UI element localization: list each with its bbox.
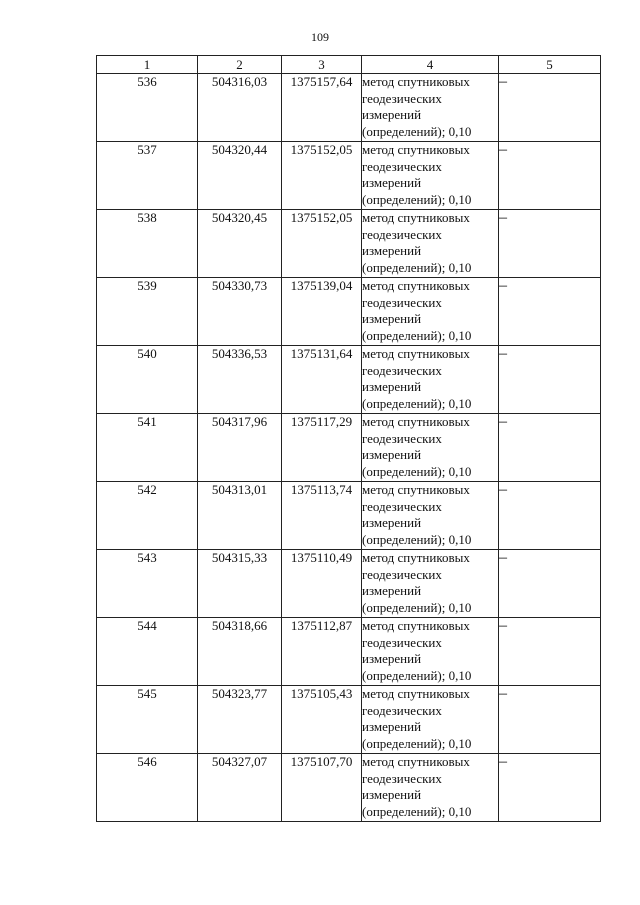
column-5-cell: – bbox=[499, 278, 601, 346]
method-line: геодезических bbox=[362, 634, 442, 650]
method-line: геодезических bbox=[362, 226, 442, 242]
point-number-cell: 541 bbox=[97, 414, 198, 482]
method-line: измерений bbox=[362, 787, 422, 802]
method-line: метод спутниковых bbox=[362, 482, 470, 497]
method-accuracy-cell bbox=[362, 686, 499, 754]
method-line: измерений bbox=[362, 651, 422, 666]
method-accuracy-cell bbox=[362, 414, 499, 482]
point-number-cell: 544 bbox=[97, 618, 198, 686]
point-number-cell: 543 bbox=[97, 550, 198, 618]
method-line: (определений); 0,10 bbox=[362, 191, 472, 207]
method-line: измерений bbox=[362, 175, 422, 190]
table-row bbox=[97, 550, 601, 618]
y-coordinate-cell: 1375110,49 bbox=[282, 550, 362, 618]
y-coordinate-cell: 1375157,64 bbox=[282, 74, 362, 142]
table-row bbox=[97, 414, 601, 482]
table-row bbox=[97, 74, 601, 142]
method-line: метод спутниковых bbox=[362, 74, 470, 89]
header-cell-3: 3 bbox=[282, 56, 362, 74]
method-line: измерений bbox=[362, 311, 422, 326]
column-5-cell: – bbox=[499, 686, 601, 754]
x-coordinate-cell: 504327,07 bbox=[198, 754, 282, 822]
method-accuracy-cell bbox=[362, 278, 499, 346]
y-coordinate-cell: 1375107,70 bbox=[282, 754, 362, 822]
method-line: (определений); 0,10 bbox=[362, 259, 472, 275]
x-coordinate-cell: 504323,77 bbox=[198, 686, 282, 754]
method-accuracy-cell bbox=[362, 142, 499, 210]
method-line: (определений); 0,10 bbox=[362, 327, 472, 343]
point-number-cell: 539 bbox=[97, 278, 198, 346]
method-accuracy-cell bbox=[362, 754, 499, 822]
column-5-cell: – bbox=[499, 754, 601, 822]
table-row bbox=[97, 346, 601, 414]
point-number-cell: 536 bbox=[97, 74, 198, 142]
y-coordinate-cell: 1375131,64 bbox=[282, 346, 362, 414]
method-line: геодезических bbox=[362, 770, 442, 786]
method-line: (определений); 0,10 bbox=[362, 735, 472, 751]
point-number-cell: 546 bbox=[97, 754, 198, 822]
method-line: измерений bbox=[362, 447, 422, 462]
header-cell-4: 4 bbox=[362, 56, 499, 74]
method-line: измерений bbox=[362, 243, 422, 258]
method-line: метод спутниковых bbox=[362, 346, 470, 361]
method-line: (определений); 0,10 bbox=[362, 803, 472, 819]
table-row bbox=[97, 686, 601, 754]
x-coordinate-cell: 504330,73 bbox=[198, 278, 282, 346]
table-row bbox=[97, 142, 601, 210]
method-line: измерений bbox=[362, 583, 422, 598]
coordinates-table bbox=[96, 55, 601, 822]
x-coordinate-cell: 504320,44 bbox=[198, 142, 282, 210]
method-line: (определений); 0,10 bbox=[362, 123, 472, 139]
method-line: измерений bbox=[362, 379, 422, 394]
y-coordinate-cell: 1375139,04 bbox=[282, 278, 362, 346]
column-5-cell: – bbox=[499, 618, 601, 686]
column-5-cell: – bbox=[499, 142, 601, 210]
column-5-cell: – bbox=[499, 414, 601, 482]
x-coordinate-cell: 504315,33 bbox=[198, 550, 282, 618]
column-5-cell: – bbox=[499, 74, 601, 142]
method-line: геодезических bbox=[362, 702, 442, 718]
table-header bbox=[97, 56, 601, 74]
y-coordinate-cell: 1375152,05 bbox=[282, 210, 362, 278]
x-coordinate-cell: 504318,66 bbox=[198, 618, 282, 686]
table-body bbox=[97, 74, 601, 822]
method-line: измерений bbox=[362, 107, 422, 122]
method-line: (определений); 0,10 bbox=[362, 599, 472, 615]
table-row bbox=[97, 618, 601, 686]
point-number-cell: 540 bbox=[97, 346, 198, 414]
method-accuracy-cell bbox=[362, 74, 499, 142]
point-number-cell: 537 bbox=[97, 142, 198, 210]
header-cell-5: 5 bbox=[499, 56, 601, 74]
header-row bbox=[97, 56, 601, 74]
method-line: геодезических bbox=[362, 430, 442, 446]
method-line: метод спутниковых bbox=[362, 278, 470, 293]
table-row bbox=[97, 278, 601, 346]
method-line: (определений); 0,10 bbox=[362, 463, 472, 479]
method-line: (определений); 0,10 bbox=[362, 395, 472, 411]
method-line: геодезических bbox=[362, 294, 442, 310]
column-5-cell: – bbox=[499, 482, 601, 550]
method-line: измерений bbox=[362, 719, 422, 734]
method-line: измерений bbox=[362, 515, 422, 530]
x-coordinate-cell: 504317,96 bbox=[198, 414, 282, 482]
method-line: геодезических bbox=[362, 362, 442, 378]
method-line: метод спутниковых bbox=[362, 550, 470, 565]
method-line: метод спутниковых bbox=[362, 754, 470, 769]
method-line: геодезических bbox=[362, 566, 442, 582]
method-accuracy-cell bbox=[362, 210, 499, 278]
column-5-cell: – bbox=[499, 210, 601, 278]
point-number-cell: 542 bbox=[97, 482, 198, 550]
method-line: геодезических bbox=[362, 158, 442, 174]
x-coordinate-cell: 504313,01 bbox=[198, 482, 282, 550]
column-5-cell: – bbox=[499, 550, 601, 618]
method-line: (определений); 0,10 bbox=[362, 667, 472, 683]
x-coordinate-cell: 504336,53 bbox=[198, 346, 282, 414]
method-accuracy-cell bbox=[362, 550, 499, 618]
y-coordinate-cell: 1375112,87 bbox=[282, 618, 362, 686]
y-coordinate-cell: 1375152,05 bbox=[282, 142, 362, 210]
table-row bbox=[97, 210, 601, 278]
method-accuracy-cell bbox=[362, 346, 499, 414]
y-coordinate-cell: 1375113,74 bbox=[282, 482, 362, 550]
method-line: метод спутниковых bbox=[362, 414, 470, 429]
x-coordinate-cell: 504320,45 bbox=[198, 210, 282, 278]
y-coordinate-cell: 1375117,29 bbox=[282, 414, 362, 482]
method-accuracy-cell bbox=[362, 618, 499, 686]
method-accuracy-cell bbox=[362, 482, 499, 550]
method-line: метод спутниковых bbox=[362, 142, 470, 157]
header-cell-2: 2 bbox=[198, 56, 282, 74]
y-coordinate-cell: 1375105,43 bbox=[282, 686, 362, 754]
method-line: геодезических bbox=[362, 498, 442, 514]
method-line: метод спутниковых bbox=[362, 210, 470, 225]
method-line: геодезических bbox=[362, 90, 442, 106]
column-5-cell: – bbox=[499, 346, 601, 414]
table-row bbox=[97, 482, 601, 550]
point-number-cell: 545 bbox=[97, 686, 198, 754]
method-line: (определений); 0,10 bbox=[362, 531, 472, 547]
page-number: 109 bbox=[311, 30, 329, 44]
point-number-cell: 538 bbox=[97, 210, 198, 278]
method-line: метод спутниковых bbox=[362, 618, 470, 633]
header-cell-1: 1 bbox=[97, 56, 198, 74]
x-coordinate-cell: 504316,03 bbox=[198, 74, 282, 142]
method-line: метод спутниковых bbox=[362, 686, 470, 701]
table-row bbox=[97, 754, 601, 822]
